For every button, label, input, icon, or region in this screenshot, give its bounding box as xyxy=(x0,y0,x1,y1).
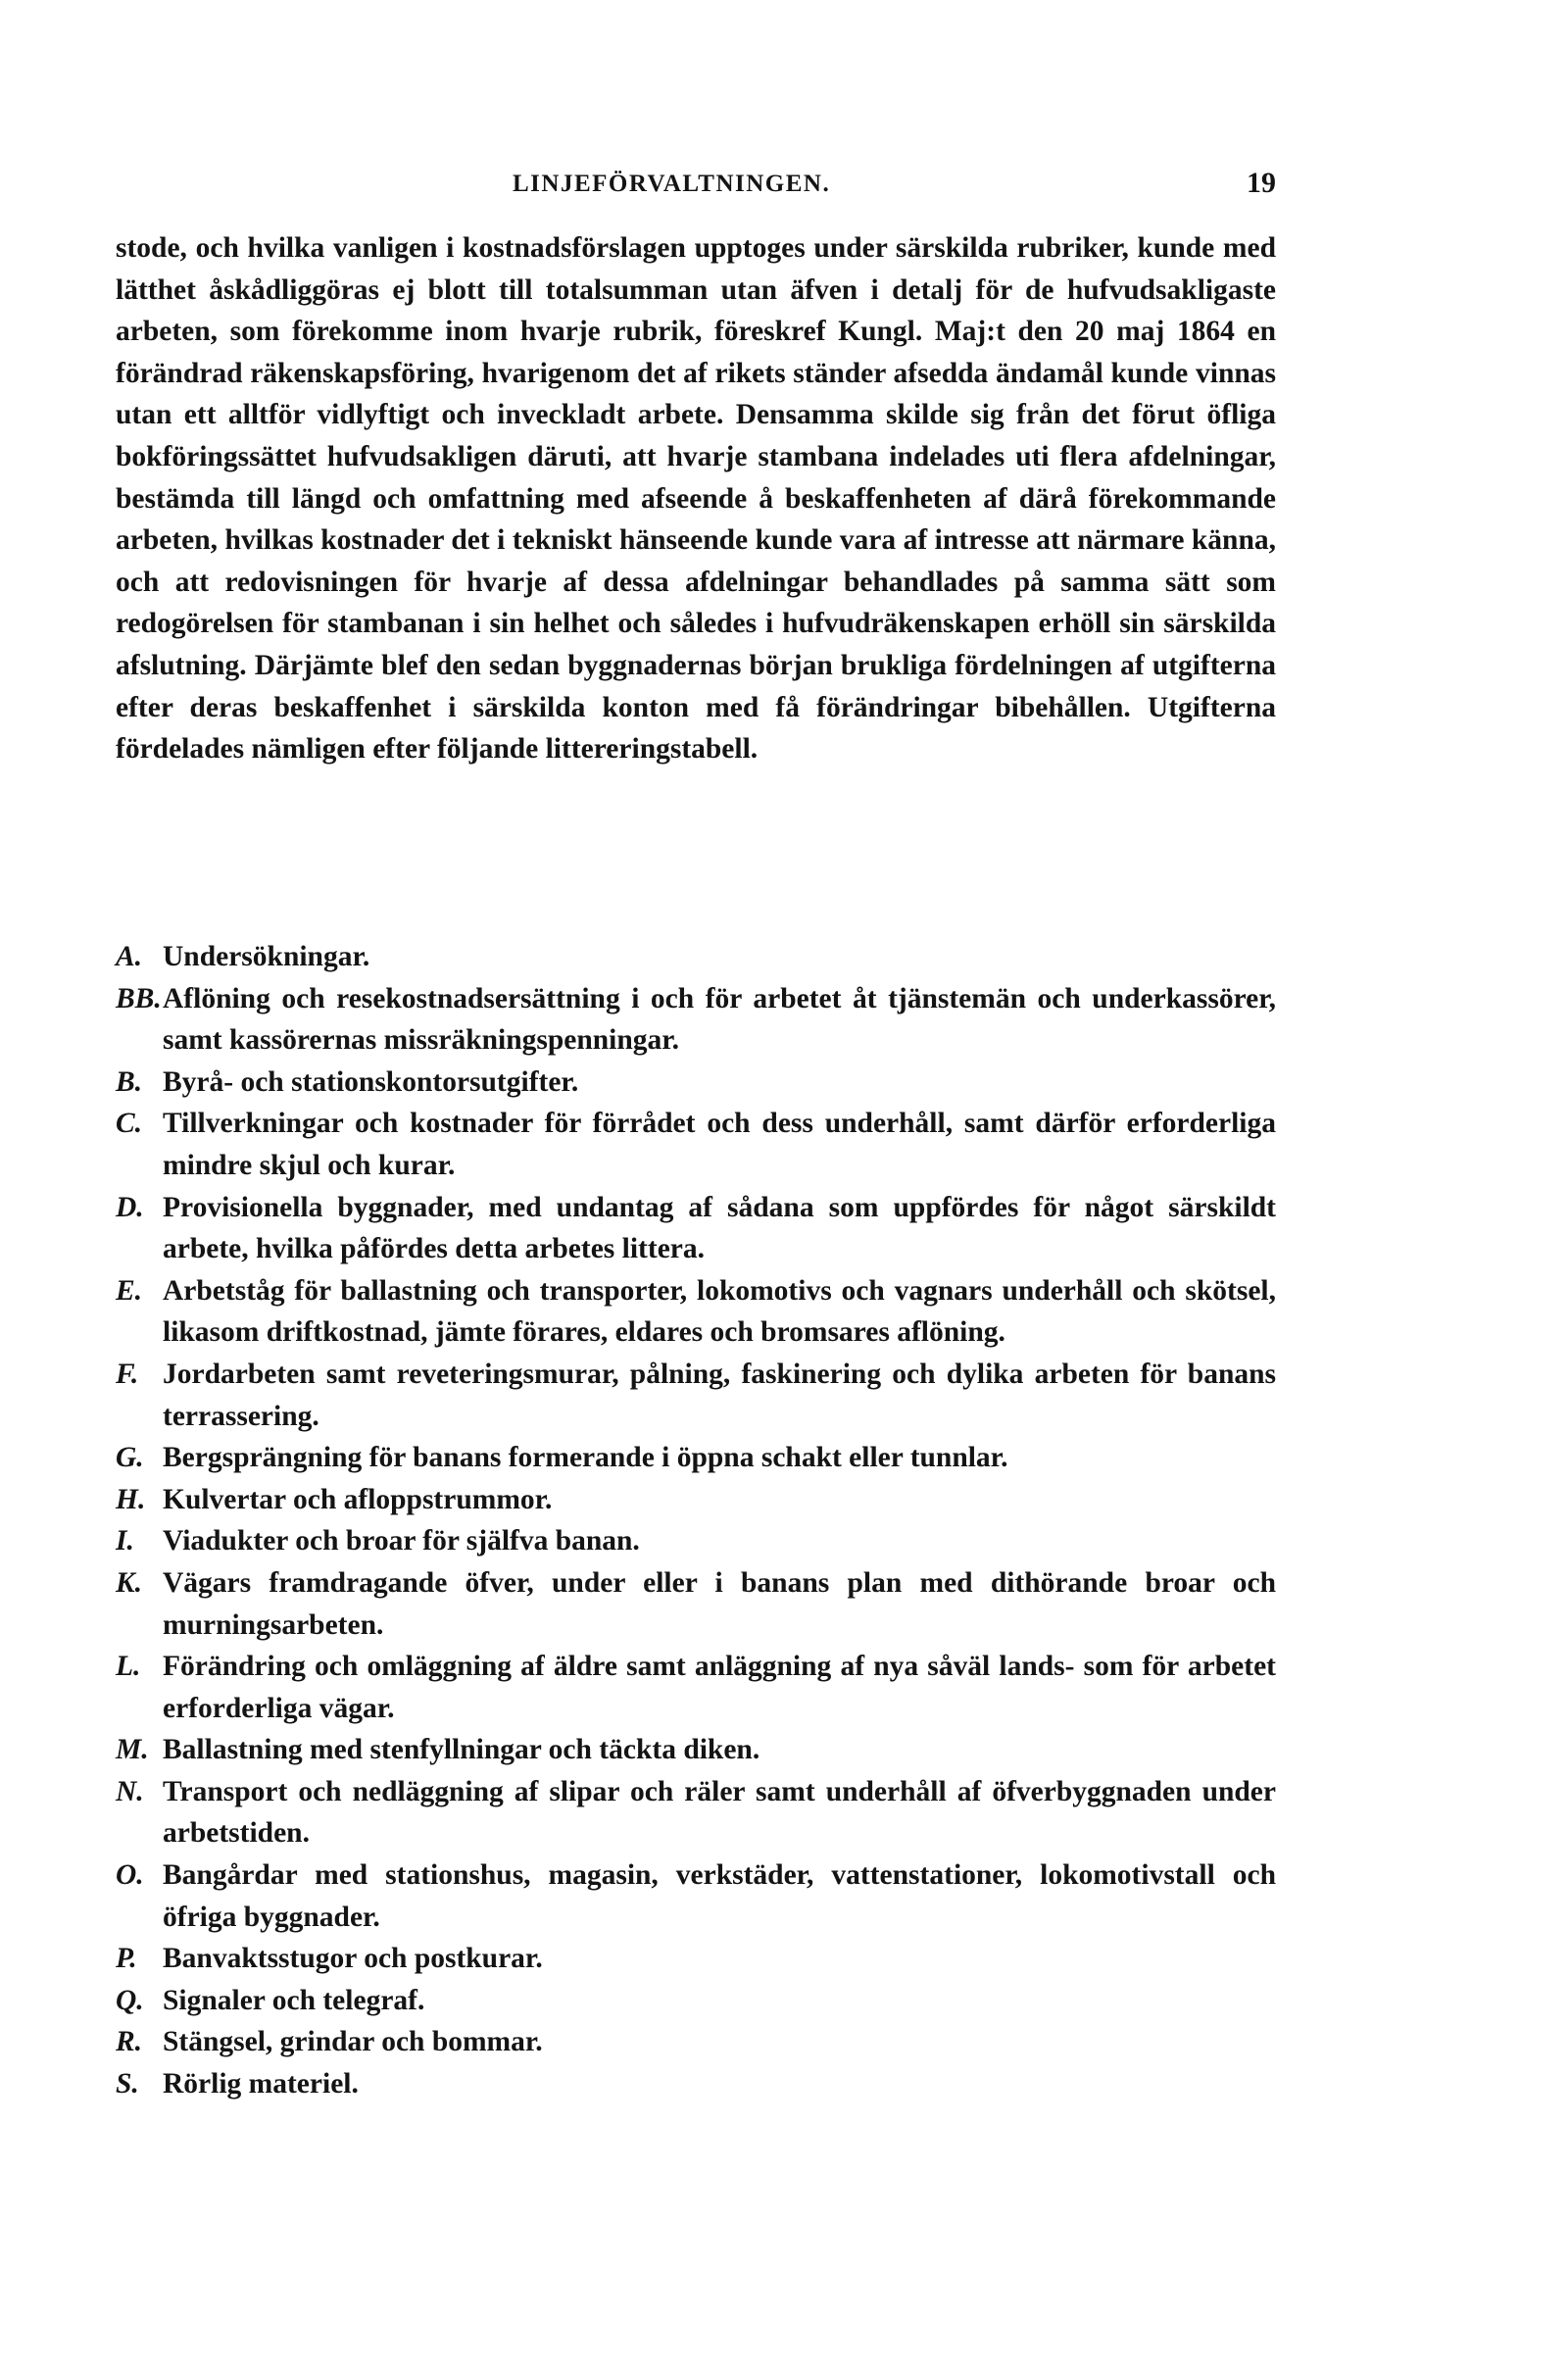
list-item xyxy=(116,1729,1276,1771)
litt-letter: P. xyxy=(116,1943,137,1975)
litt-description: Bangårdar med stationshus, magasin, verkstäder, vattenstationer, lokomotivstall och öfriga byggnader. xyxy=(163,1859,1276,1933)
litt-letter: I. xyxy=(116,1525,134,1557)
litt-letter: D. xyxy=(116,1191,144,1223)
paragraph: stode, och hvilka vanligen i kostnadsförslagen upptoges under särskilda rubriker, kunde med lätthet åskådliggöras ej blott till totalsumman utan äfven i detalj för de hufvudsakligaste arbeten, som förekomme inom hvarje rubrik, föreskref Kungl. Maj:t den 20 maj 1864 en förändrad räkenskapsföring, hvarigenom det af rikets ständer afsedda ändamål kunde vinnas utan ett alltför vidlyftigt och inveckladt arbete. Densamma skilde sig från det förut öfliga bokföringssättet hufvudsakligen däruti, att hvarje stambana indelades uti flera afdelningar, bestämda till längd och omfattning med afseende å beskaffenheten af därå förekommande arbeten, hvilkas kostnader det i tekniskt hänseende kunde vara af intresse att närmare känna, och att redovisningen för hvarje af dessa afdelningar behandlades på samma sätt som redogörelsen för stambanan i sin helhet och således i hufvudräkenskapen erhöll sin särskilda afslutning. Därjämte blef den sedan byggnadernas början brukliga fördelningen af utgifterna efter deras beskaffenhet i särskilda konton med få förändringar bibehållen. Utgifterna fördelades nämligen efter följande littereringstabell. xyxy=(116,232,1276,766)
list-item xyxy=(116,2021,1276,2063)
body-text xyxy=(116,227,1276,770)
litt-description: Jordarbeten samt reveteringsmurar, pålning, faskinering och dylika arbeten för banans terrassering. xyxy=(163,1358,1276,1432)
litt-letter: B. xyxy=(116,1065,143,1098)
list-item xyxy=(116,2063,1276,2105)
list-item xyxy=(116,1520,1276,1562)
litt-description: Stängsel, grindar och bommar. xyxy=(163,2026,543,2058)
list-item xyxy=(116,1437,1276,1479)
litt-letter: H. xyxy=(116,1483,146,1515)
litt-description: Undersökningar. xyxy=(163,941,370,972)
list-item xyxy=(116,1771,1276,1854)
running-title: LINJEFÖRVALTNINGEN. xyxy=(513,171,831,197)
litt-description: Vägars framdragande öfver, under eller i banans plan med dithörande broar och murningsarbeten. xyxy=(163,1566,1276,1641)
list-item xyxy=(116,978,1276,1062)
litt-description: Ballastning med stenfyllningar och täckta diken. xyxy=(163,1734,760,1766)
litt-description: Bergsprängning för banans formerande i öppna schakt eller tunnlar. xyxy=(163,1442,1008,1474)
list-item xyxy=(116,1854,1276,1938)
litt-description: Kulvertar och afloppstrummor. xyxy=(163,1483,553,1515)
litt-letter: C. xyxy=(116,1108,143,1140)
litt-letter: S. xyxy=(116,2068,139,2101)
page-header xyxy=(116,167,1276,206)
litt-description: Aflöning och resekostnadsersättning i och för arbetet åt tjänstemän och underkassörer, samt kassörernas missräkningspenningar. xyxy=(163,982,1276,1057)
litt-description: Provisionella byggnader, med undantag af sådana som uppfördes för något särskildt arbete, hvilka påfördes detta arbetes littera. xyxy=(163,1191,1276,1265)
list-item xyxy=(116,1980,1276,2022)
litt-letter: K. xyxy=(116,1566,143,1599)
litt-description: Viadukter och broar för själfva banan. xyxy=(163,1525,640,1557)
litt-description: Transport och nedläggning af slipar och räler samt underhåll af öfverbyggnaden under arbetstiden. xyxy=(163,1775,1276,1850)
litt-description: Banvaktsstugor och postkurar. xyxy=(163,1943,543,1975)
litt-letter: L. xyxy=(116,1651,141,1683)
list-item xyxy=(116,1646,1276,1729)
page-number: 19 xyxy=(1247,167,1276,199)
litt-letter: E. xyxy=(116,1274,143,1307)
litt-description: Signaler och telegraf. xyxy=(163,1984,425,2016)
list-item xyxy=(116,1938,1276,1980)
litt-description: Rörlig materiel. xyxy=(163,2068,359,2101)
litt-letter: G. xyxy=(116,1442,144,1474)
litt-letter: O. xyxy=(116,1859,144,1892)
list-item xyxy=(116,1479,1276,1521)
list-item xyxy=(116,936,1276,978)
list-item xyxy=(116,1062,1276,1104)
litt-letter: F. xyxy=(116,1358,139,1390)
litterering-table xyxy=(116,936,1276,2105)
list-item xyxy=(116,1270,1276,1354)
litt-description: Tillverkningar och kostnader för förrådet och dess underhåll, samt därför erforderliga mindre skjul och kurar. xyxy=(163,1108,1276,1181)
litt-description: Arbetståg för ballastning och transporter, lokomotivs och vagnars underhåll och skötsel, likasom driftkostnad, jämte förares, eldares och bromsares aflöning. xyxy=(163,1274,1276,1349)
litt-letter: A. xyxy=(116,941,143,972)
list-item xyxy=(116,1562,1276,1646)
list-item xyxy=(116,1187,1276,1270)
litt-letter: Q. xyxy=(116,1984,144,2016)
litt-description: Byrå- och stationskontorsutgifter. xyxy=(163,1065,579,1098)
litt-letter: R. xyxy=(116,2026,143,2058)
litt-letter: N. xyxy=(116,1775,144,1807)
litt-description: Förändring och omläggning af äldre samt anläggning af nya såväl lands- som för arbetet erforderliga vägar. xyxy=(163,1651,1276,1724)
litt-letter: BB. xyxy=(116,982,162,1014)
list-item xyxy=(116,1103,1276,1186)
list-item xyxy=(116,1354,1276,1437)
litt-letter: M. xyxy=(116,1734,149,1766)
